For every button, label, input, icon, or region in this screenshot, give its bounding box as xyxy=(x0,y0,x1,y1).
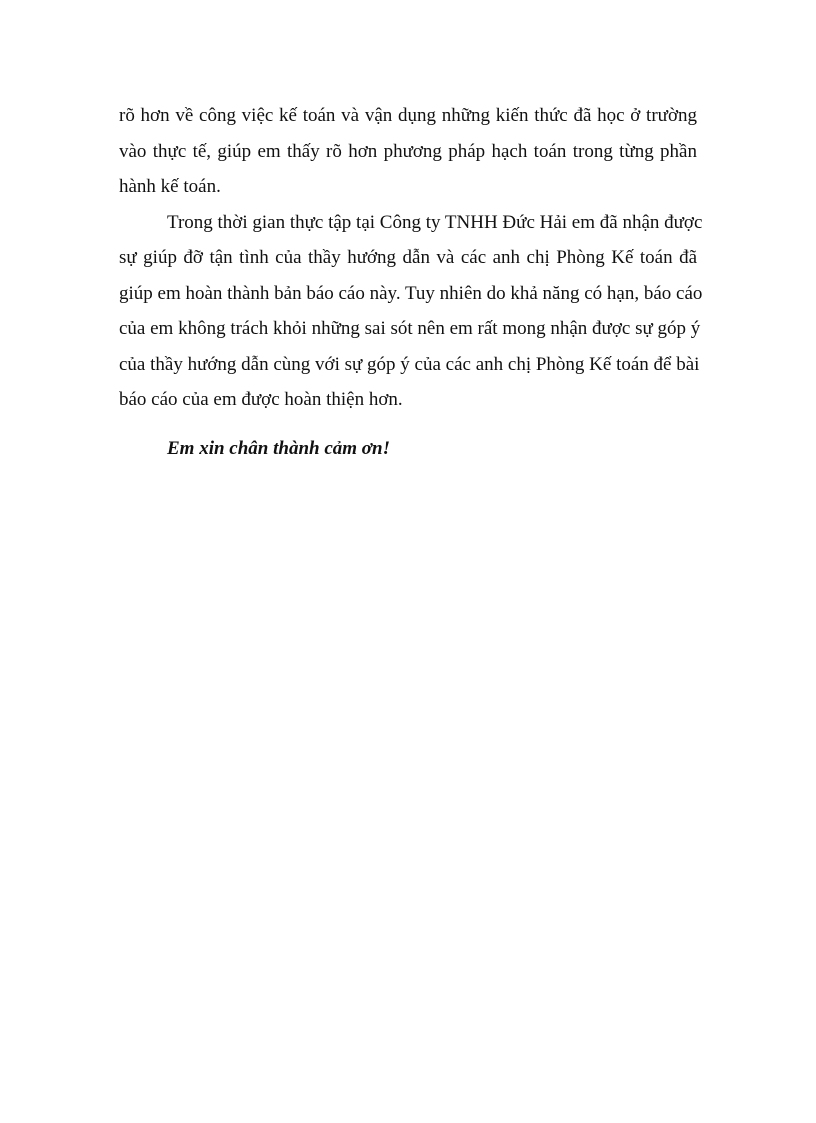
paragraph-1 xyxy=(119,98,697,205)
text-line: hành kế toán. xyxy=(119,176,221,197)
text-line: vào thực tế, giúp em thấy rõ hơn phương pháp hạch toán trong từng phần xyxy=(119,140,697,162)
text-line: Trong thời gian thực tập tại Công ty TNHH Đức Hải em đã nhận được xyxy=(167,211,703,233)
text-line: của thầy hướng dẫn cùng với sự góp ý của các anh chị Phòng Kế toán để bài xyxy=(119,353,700,375)
closing-thanks: Em xin chân thành cảm ơn! xyxy=(167,437,390,459)
text-line: rõ hơn về công việc kế toán và vận dụng những kiến thức đã học ở trường xyxy=(119,105,697,126)
document-body xyxy=(119,98,703,466)
paragraph-2 xyxy=(119,205,703,418)
text-line: báo cáo của em được hoàn thiện hơn. xyxy=(119,389,403,410)
text-line: sự giúp đỡ tận tình của thầy hướng dẫn và các anh chị Phòng Kế toán đã xyxy=(119,247,697,268)
text-line: của em không trách khỏi những sai sót nên em rất mong nhận được sự góp ý xyxy=(119,318,701,339)
text-line: giúp em hoàn thành bản báo cáo này. Tuy nhiên do khả năng có hạn, báo cáo xyxy=(119,282,703,304)
